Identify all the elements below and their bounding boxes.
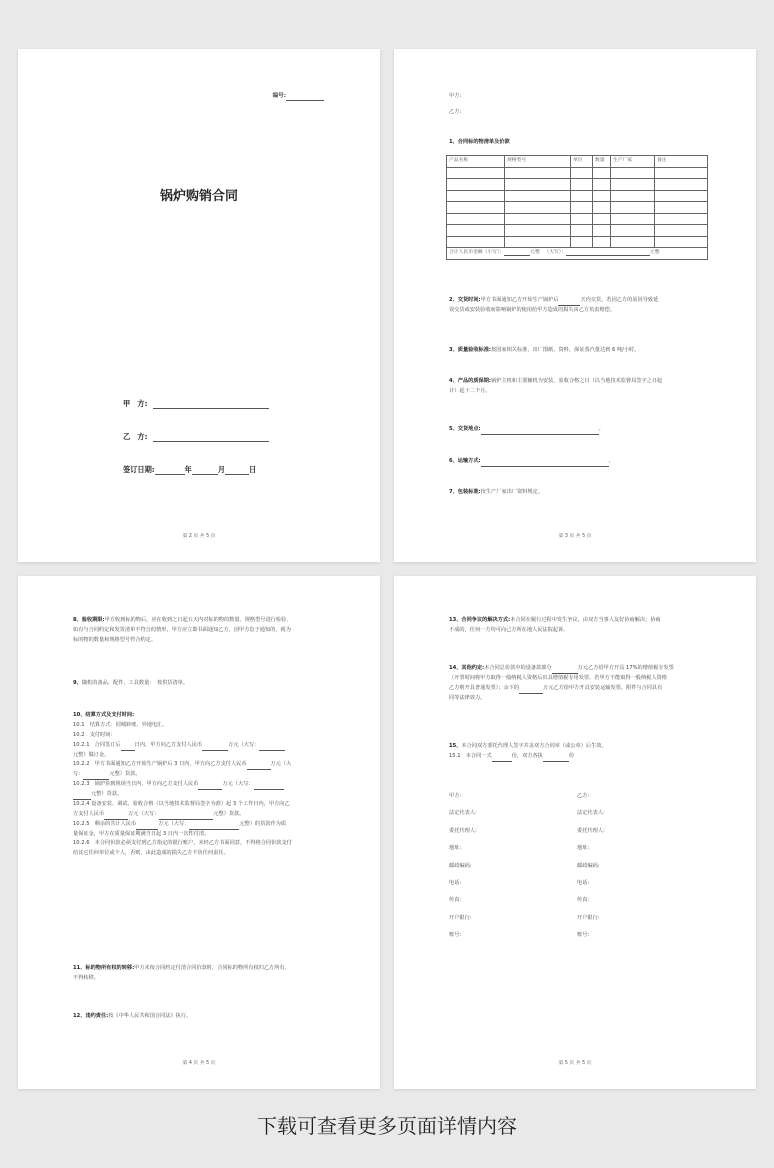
section-13: 13、合同争议的解决方式:本合同在履行过程中发生争议，由双方当事人友好协商解决；协商 不成的，任何一方均可向己方所在地人民法院起诉。 bbox=[449, 617, 661, 633]
party-b-field: 乙 方: bbox=[123, 432, 269, 442]
page-footer: 第 5 页 共 5 页 bbox=[558, 1060, 592, 1066]
section-3: 3、质量验收标准:按国家相关标准、出厂图纸、资料，保证蒸汽量达到 6 吨/小时。 bbox=[449, 347, 640, 353]
table-row bbox=[447, 213, 708, 225]
party-a-signature-block bbox=[449, 794, 477, 951]
signature-field: 邮政编码: bbox=[577, 862, 600, 869]
page-footer: 第 4 页 共 5 页 bbox=[182, 1060, 216, 1066]
party-a-field: 甲 方: bbox=[123, 399, 269, 409]
section-10: 10、结算方式及支付时间: 10.1 结算方式：同城转账、异地电汇。 10.2 支付时间： 10.2.1 合同签订后 日内，甲方向乙方支付人民币 万元（大写： 元整）做订金。 10.2.2 甲方书面通知乙方开始生产锅炉后 3 日内，甲方向乙方支付人民币 万元（大 写： 元整）货款。 10.2.3 锅炉货到现场当日内，甲方向乙方支付人民币 万元（大写： 元整）货款。 10.2.4 设备安装、调试、验收合格（以当地技术监督局签字为准）起 3 个工作日内，甲方向乙 方支付人民币 万元（大写： 元整）货款。 10.2.5 剩余的共计人民币 万元（大写： 元整）的货款作为质 量保证金，甲方在质量保证期满当日起 3 日内一次性付清。 10.2.6 本合同价款必须支付到乙方指定的银行账户，未经乙方书面同意，不得将合同价款支付 给其它任何单位或个人，否则，由此造成的损失乙方不负任何责任。 bbox=[73, 712, 292, 857]
contract-page-cover bbox=[18, 49, 380, 562]
signature-field: 甲方: bbox=[449, 793, 462, 799]
signature-field: 传真: bbox=[449, 897, 462, 904]
section-1-title: 1、合同标的物清单及价款 bbox=[449, 139, 510, 145]
table-header-cell: 单位 bbox=[571, 156, 593, 168]
section-9: 9、随机的备品、配件、工具数量： 按供货清单。 bbox=[73, 680, 189, 686]
table-row bbox=[447, 179, 708, 191]
contract-number-label: 编号: bbox=[272, 93, 286, 99]
party-b-signature-block bbox=[577, 794, 605, 951]
party-a-line: 甲方: bbox=[449, 93, 462, 99]
table-header-cell: 生产厂家 bbox=[611, 156, 655, 168]
contract-page-3 bbox=[394, 49, 756, 562]
page-footer: 第 2 页 共 5 页 bbox=[182, 533, 216, 539]
table-header-cell: 备注 bbox=[655, 156, 708, 168]
page-footer: 第 3 页 共 5 页 bbox=[558, 533, 592, 539]
signature-field: 邮政编码: bbox=[449, 862, 472, 869]
signature-field: 地址: bbox=[449, 845, 462, 852]
goods-table bbox=[446, 155, 708, 260]
table-header-cell: 规格型号 bbox=[505, 156, 571, 168]
section-12: 12、违约责任:按《中华人民共和国合同法》执行。 bbox=[73, 1013, 192, 1019]
section-6: 6、运输方式: 。 bbox=[449, 457, 716, 467]
signature-field: 开户银行: bbox=[449, 914, 472, 921]
table-header-row bbox=[447, 156, 708, 168]
party-b-line: 乙方: bbox=[449, 109, 462, 115]
signature-field: 账号: bbox=[449, 932, 462, 939]
signature-field: 电话: bbox=[577, 879, 590, 886]
signature-field: 法定代表人: bbox=[449, 810, 477, 817]
signature-field: 账号: bbox=[577, 932, 590, 939]
table-row bbox=[447, 190, 708, 202]
signature-field: 委托代理人: bbox=[577, 827, 605, 834]
signature-field: 传真: bbox=[577, 897, 590, 904]
contract-page-4 bbox=[18, 576, 380, 1089]
signature-field: 电话: bbox=[449, 879, 462, 886]
section-4: 4、产品的质保期:锅炉主机和主要辅机为安装、验收合格之日（以当地技术监督局签字之日起 计）起十二个月。 bbox=[449, 378, 663, 394]
section-2: 2、交货时间:甲方书面通知乙方开始生产锅炉后 天内交货。若因乙方的原因导致延 误交货或安装验收而影响锅炉的使用给甲方造成的损失由乙方负责赔偿。 bbox=[449, 297, 659, 313]
contract-page-5 bbox=[394, 576, 756, 1089]
sign-date-field: 签订日期: 年 月 日 bbox=[123, 465, 257, 474]
signature-field: 法定代表人: bbox=[577, 810, 605, 817]
section-11: 11、标的物所有权的转移:甲方未按合同约定付清合同价款时，合同标的物所有权归乙方所有， 不得转移。 bbox=[73, 965, 290, 981]
table-row bbox=[447, 225, 708, 237]
section-8: 8、验收期限:甲方收到标的物后，应在收到之日起五天内对标的物的数量、规格型号进行检验， 如有与合同约定和发货清单不符合的情形，甲方应立即书面通知乙方，因甲方怠于通知的，视为 标的物的数量和规格型号符合约定。 bbox=[73, 617, 292, 643]
table-total-row: 合计人民币金额（小写）： 元整 （大写）： 元整 bbox=[447, 248, 708, 260]
download-caption: 下载可查看更多页面详情内容 bbox=[257, 1114, 517, 1138]
table-header-cell: 产品名称 bbox=[447, 156, 505, 168]
section-15: 15、本合同双方委托代理人签字并盖双方合同章（或公章）后生效。 15.1 本合同一式 份，双方各执 份 bbox=[449, 742, 716, 762]
table-row bbox=[447, 167, 708, 179]
table-row bbox=[447, 236, 708, 248]
section-7: 7、包装标准:按生产厂家出厂资料规定。 bbox=[449, 489, 543, 495]
signature-field: 地址: bbox=[577, 845, 590, 852]
table-header-cell: 数量 bbox=[593, 156, 611, 168]
signature-field: 乙方: bbox=[577, 793, 590, 799]
signature-field: 委托代理人: bbox=[449, 827, 477, 834]
contract-title: 锅炉购销合同 bbox=[159, 189, 238, 204]
section-14: 14、其他约定:本合同总价款中的设备款部分 万元乙方给甲方开具 17%的增值税专发票 （开票时间将甲方取得一般纳税人资格后出具增值税专用发票。若甲方不能取得一般纳税人资格 乙方则开具普通发票）；余下的 万元乙方给甲方开具安装运输发票。附件与合同具有 同等法律效力。 bbox=[449, 665, 674, 701]
section-5: 5、交货地点: 。 bbox=[449, 425, 716, 435]
signature-field: 开户银行: bbox=[577, 914, 600, 921]
contract-number bbox=[273, 93, 324, 101]
table-row bbox=[447, 202, 708, 214]
